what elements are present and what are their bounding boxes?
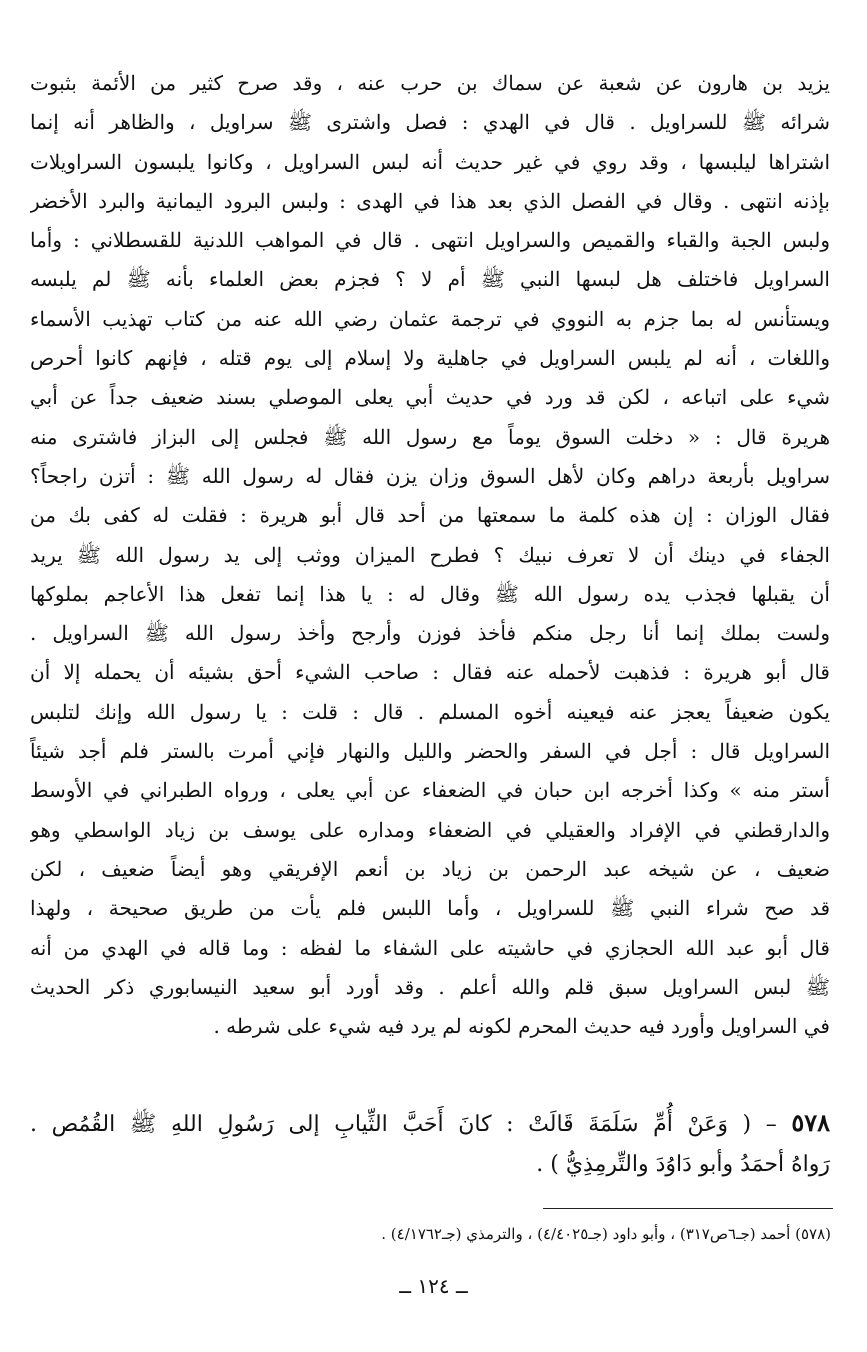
text-line: أستر منه » وكذا أخرجه ابن حبان في الضعفاء عن أبي يعلى ، ورواه الطبراني في الأوسط xyxy=(30,778,830,803)
text-line: السراويل فاختلف هل لبسها النبي ﷺ أم لا ؟ فجزم بعض العلماء بأنه ﷺ لم يلبسه xyxy=(30,267,830,292)
hadith-number: ٥٧٨ xyxy=(791,1108,831,1137)
hadith-line xyxy=(30,1102,830,1144)
text-line: في السراويل وأورد فيه حديث المحرم لكونه لم يرد فيه شيء على شرطه . xyxy=(213,1014,830,1039)
commentary-text xyxy=(30,64,830,1046)
text-line: هريرة قال : « دخلت السوق يوماً مع رسول الله ﷺ فجلس إلى البزاز فاشترى منه xyxy=(30,424,830,449)
page-number: ــ ١٢٤ ــ xyxy=(399,1274,468,1298)
text-line: شيء على اتباعه ، لكن قد ورد في حديث أبي يعلى الموصلي بسند ضعيف جداً عن أبي xyxy=(30,385,830,410)
text-line: يكون ضعيفاً يعجز عنه فيعينه أخوه المسلم . قال : قلت : يا رسول الله وإنك لتلبس xyxy=(30,699,830,724)
text-line: اشتراها ليلبسها ، وقد روي في غير حديث أنه لبس السراويل ، وكانوا يلبسون السراويلات xyxy=(30,149,830,174)
text-line: قال أبو عبد الله الحجازي في حاشيته على الشفاء ما لفظه : وما قاله في الهدي من أنه xyxy=(30,935,830,960)
text-line: ويستأنس له بما جزم به النووي في ترجمة عثمان رضي الله عنه من كتاب تهذيب الأسماء xyxy=(30,306,830,331)
hadith-line: رَواهُ أحمَدُ وأبو دَاوُدَ والتِّرمِذِيُّ ) . xyxy=(536,1152,830,1177)
text-line: أن يقبلها فجذب يده رسول الله ﷺ وقال له : يا هذا إنما تفعل هذا الأعاجم بملوكها xyxy=(30,581,830,606)
text-line: شرائه ﷺ للسراويل . قال في الهدي : فصل واشترى ﷺ سراويل ، والظاهر أنه إنما xyxy=(30,110,830,135)
text-line: واللغات ، أنه لم يلبس السراويل في جاهلية ولا إسلام إلى يوم قتله ، فإنهم كانوا أحرص xyxy=(30,346,830,371)
text-line: قد صح شراء النبي ﷺ للسراويل ، وأما اللبس فلم يأت من طريق صحيحة ، ولهذا xyxy=(30,896,830,921)
text-line: ضعيف ، عن شيخه عبد الرحمن بن زياد بن أنعم الإفريقي وهو أيضاً ضعيف ، لكن xyxy=(30,856,830,881)
text-line: قال أبو هريرة : فذهبت لأحمله عنه فقال : صاحب الشيء أحق بشيئه أن يحمله إلا أن xyxy=(30,660,830,685)
hadith-block xyxy=(30,1102,830,1186)
text-line: الجفاء في دينك أن لا تعرف نبيك ؟ فطرح الميزان ووثب إلى يد رسول الله ﷺ يريد xyxy=(30,542,830,567)
footnote: (٥٧٨) أحمد (جـ٦ص٣١٧) ، وأبو داود (جـ٤/٤٠٢٥) ، والترمذي (جـ٤/١٧٦٢) . xyxy=(381,1225,831,1243)
text-line: بإذنه انتهى . وقال في الفصل الذي بعد هذا في الهدى : ولبس البرود اليمانية والبرد الأخضر xyxy=(30,188,830,213)
text-line: والدارقطني في الإفراد والعقيلي في الضعفاء ومداره على يوسف بن زياد الواسطي وهو xyxy=(30,817,830,842)
text-line: ولبس الجبة والقباء والقميص والسراويل انتهى . قال في المواهب اللدنية للقسطلاني : وأما xyxy=(30,228,830,253)
hadith-text: – ( وَعَنْ أُمِّ سَلَمَةَ قَالَتْ : كانَ أَحَبَّ الثِّيابِ إلى رَسُولِ اللهِ ﷺ القُمُص . xyxy=(30,1112,777,1137)
text-line: السراويل قال : أجل في السفر والحضر والليل والنهار فإني أمرت بالستر فلم أجد شيئاً xyxy=(30,739,830,764)
footnote-divider xyxy=(543,1208,833,1209)
text-line: يزيد بن هارون عن شعبة عن سماك بن حرب عنه ، وقد صرح كثير من الأئمة بثبوت xyxy=(30,71,830,95)
text-line: ولست بملك إنما أنا رجل منكم فأخذ فوزن وأرجح وأخذ رسول الله ﷺ السراويل . xyxy=(30,621,830,646)
text-line: ﷺ لبس السراويل سبق قلم والله أعلم . وقد أورد أبو سعيد النيسابوري ذكر الحديث xyxy=(30,974,830,999)
text-line: فقال الوزان : إن هذه كلمة ما سمعتها من أحد قال أبو هريرة : فقلت له كفى بك من xyxy=(30,503,830,528)
text-line: سراويل بأربعة دراهم وكان لأهل السوق وزان يزن فقال له رسول الله ﷺ : أتزن راجحاً؟ xyxy=(30,463,830,488)
